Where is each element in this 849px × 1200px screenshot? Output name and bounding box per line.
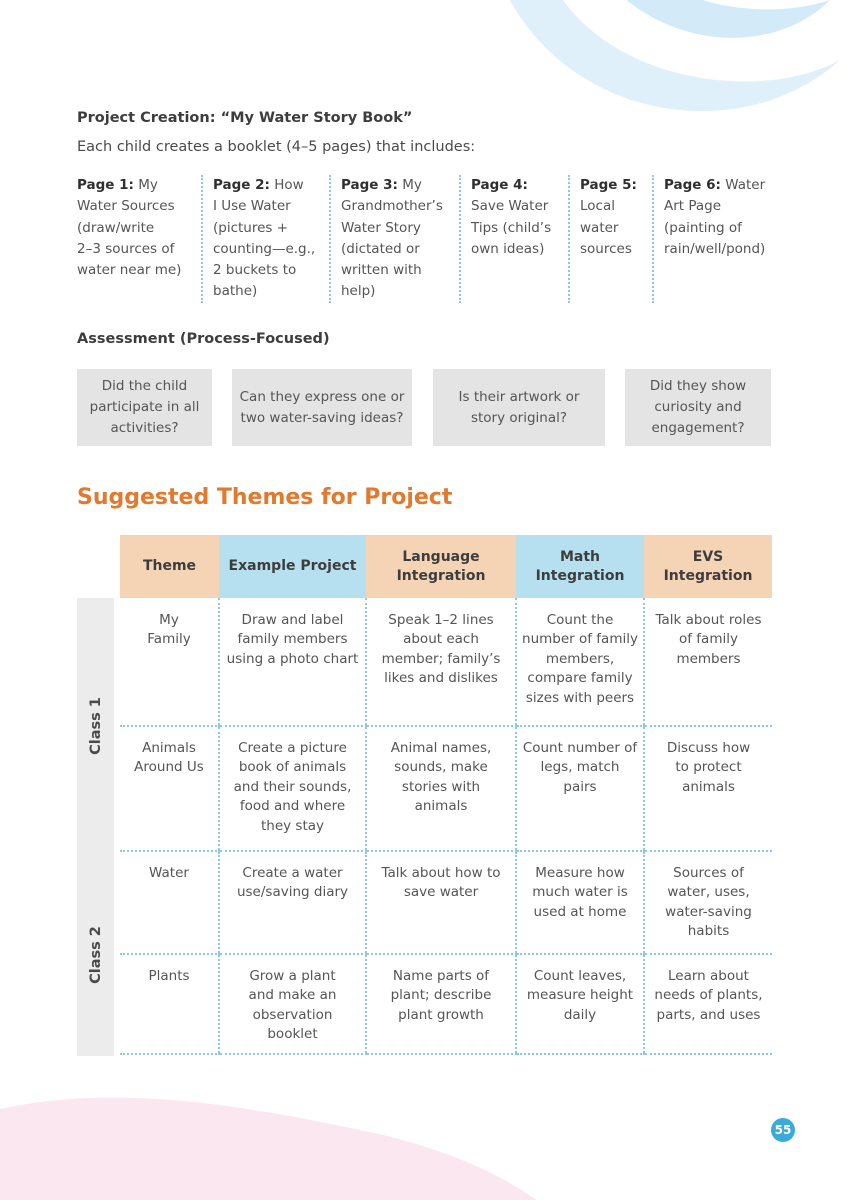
evs-cell: Discuss how to protect animals: [644, 726, 772, 851]
class-1-label: Class 1: [87, 696, 104, 755]
table-row: [120, 954, 772, 1054]
booklet-page-3: Page 3: My Grandmother’s Water Story (dictated or written with help): [329, 175, 459, 303]
math-cell: Measure how much water is used at home: [516, 851, 644, 954]
example-cell: Create a picture book of animals and their sounds, food and where they stay: [219, 726, 366, 851]
example-cell: Grow a plant and make an observation booklet: [219, 954, 366, 1054]
math-cell: Count leaves, measure height daily: [516, 954, 644, 1054]
evs-cell: Learn about needs of plants, parts, and uses: [644, 954, 772, 1054]
booklet-page-5: Page 5: Local water sources: [568, 175, 652, 303]
math-cell: Count the number of family members, compare family sizes with peers: [516, 598, 644, 726]
table-header-row: [120, 535, 772, 598]
language-cell: Talk about how to save water: [366, 851, 516, 954]
math-cell: Count number of legs, match pairs: [516, 726, 644, 851]
language-cell: Speak 1–2 lines about each member; family’s likes and dislikes: [366, 598, 516, 726]
themes-table: [120, 535, 772, 1055]
project-intro: Each child creates a booklet (4–5 pages) that includes:: [77, 139, 476, 155]
theme-cell: Water: [120, 851, 219, 954]
example-cell: Draw and label family members using a photo chart: [219, 598, 366, 726]
assessment-title: Assessment (Process-Focused): [77, 331, 330, 347]
class-2-label: Class 2: [87, 925, 104, 984]
page-label: Page 1:: [77, 177, 134, 193]
assessment-box: Can they express one or two water-saving ideas?: [232, 369, 412, 446]
language-cell: Animal names, sounds, make stories with animals: [366, 726, 516, 851]
booklet-pages: [77, 175, 780, 303]
example-cell: Create a water use/saving diary: [219, 851, 366, 954]
project-title: Project Creation: “My Water Story Book”: [77, 110, 413, 126]
page-label: Page 6:: [664, 177, 721, 193]
page-label: Page 4:: [471, 177, 528, 193]
language-cell: Name parts of plant; describe plant growth: [366, 954, 516, 1054]
class-2-tab: [77, 853, 114, 1056]
assessment-box: Is their artwork or story original?: [433, 369, 605, 446]
theme-cell: Plants: [120, 954, 219, 1054]
evs-cell: Talk about roles of family members: [644, 598, 772, 726]
page-label: Page 2:: [213, 177, 270, 193]
booklet-page-6: Page 6: Water Art Page (painting of rain/well/pond): [652, 175, 780, 303]
page-label: Page 3:: [341, 177, 398, 193]
assessment-box: Did the child participate in all activities?: [77, 369, 212, 446]
header-evs-integration: EVS Integration: [644, 535, 772, 598]
table-row: [120, 598, 772, 726]
header-math-integration: Math Integration: [516, 535, 644, 598]
themes-title: Suggested Themes for Project: [77, 485, 453, 510]
header-language-integration: Language Integration: [366, 535, 516, 598]
theme-cell: My Family: [120, 598, 219, 726]
page-number-badge: 55: [771, 1118, 795, 1142]
booklet-page-2: Page 2: How I Use Water (pictures + counting—e.g., 2 buckets to bathe): [201, 175, 329, 303]
theme-cell: Animals Around Us: [120, 726, 219, 851]
booklet-page-4: Page 4: Save Water Tips (child’s own ideas): [459, 175, 568, 303]
assessment-box: Did they show curiosity and engagement?: [625, 369, 771, 446]
table-row: [120, 726, 772, 851]
header-example-project: Example Project: [219, 535, 366, 598]
page-label: Page 5:: [580, 177, 637, 193]
class-1-tab: [77, 598, 114, 853]
assessment-boxes: [77, 369, 771, 446]
header-theme: Theme: [120, 535, 219, 598]
table-row: [120, 851, 772, 954]
decorative-wave-bottom: [0, 1080, 580, 1200]
decorative-wave-top: [440, 0, 849, 160]
evs-cell: Sources of water, uses, water-saving habits: [644, 851, 772, 954]
booklet-page-1: Page 1: My Water Sources (draw/write 2–3 sources of water near me): [77, 177, 182, 279]
